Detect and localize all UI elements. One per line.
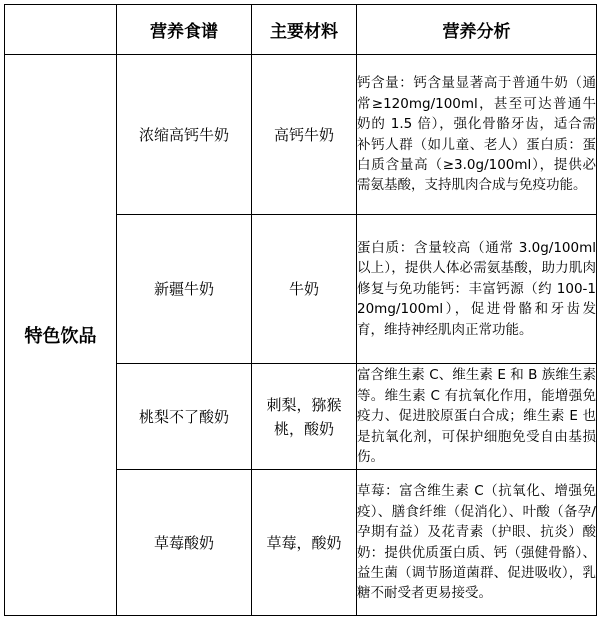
analysis-cell	[357, 364, 597, 470]
material-cell: 草莓，酸奶	[252, 470, 357, 616]
recipe-cell: 新疆牛奶	[117, 215, 252, 364]
table-row	[5, 55, 597, 215]
recipe-cell: 桃梨不了酸奶	[117, 364, 252, 470]
header-recipe: 营养食谱	[117, 5, 252, 55]
analysis-text: 蛋白质：含量较高（通常 3.0g/100ml 以上），提供人体必需氨基酸，助力肌肉修复与免功能钙：丰富钙源（约 100-120mg/100ml），促进骨骼和牙齿发育，维持神经肌肉正常功能。	[357, 239, 596, 338]
header-material: 主要材料	[252, 5, 357, 55]
header-row	[5, 5, 597, 55]
recipe-cell: 草莓酸奶	[117, 470, 252, 616]
material-cell: 刺梨，猕猴桃，酸奶	[252, 364, 357, 470]
analysis-cell	[357, 55, 597, 215]
material-cell: 高钙牛奶	[252, 55, 357, 215]
analysis-cell	[357, 215, 597, 364]
nutrition-table	[4, 4, 597, 616]
analysis-text: 富含维生素 C、维生素 E 和 B 族维生素等。维生素 C 有抗氧化作用，能增强免疫力、促进胶原蛋白合成；维生素 E 也是抗氧化剂，可保护细胞免受自由基损伤。	[357, 367, 596, 466]
material-cell: 牛奶	[252, 215, 357, 364]
recipe-cell: 浓缩高钙牛奶	[117, 55, 252, 215]
analysis-cell	[357, 470, 597, 616]
category-cell: 特色饮品	[5, 55, 117, 616]
analysis-text: 钙含量：钙含量显著高于普通牛奶（通常≥120mg/100ml，甚至可达普通牛奶的 1.5 倍），强化骨骼牙齿，适合需补钙人群（如儿童、老人）蛋白质：蛋白质含量高（≥3.0g/100ml），提供必需氨基酸，支持肌肉合成与免疫功能。	[357, 75, 596, 194]
header-analysis: 营养分析	[357, 5, 597, 55]
analysis-text: 草莓：富含维生素 C（抗氧化、增强免疫）、膳食纤维（促消化）、叶酸（备孕/孕期有益）及花青素（护眼、抗炎）酸奶：提供优质蛋白质、钙（强健骨骼）、益生菌（调节肠道菌群、促进吸收），乳糖不耐受者更易接受。	[357, 483, 596, 602]
header-empty	[5, 5, 117, 55]
